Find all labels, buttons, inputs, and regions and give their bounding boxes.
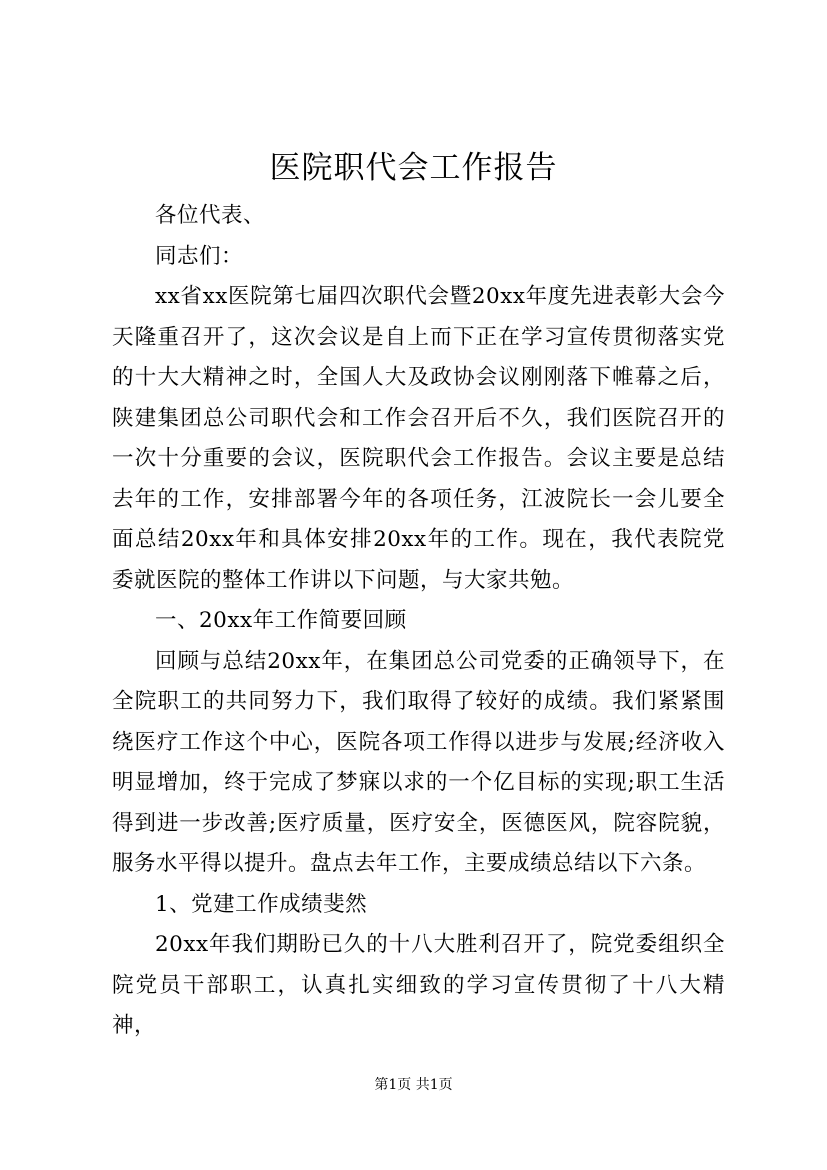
- section-heading-1: 一、20xx年工作简要回顾: [155, 608, 407, 633]
- page-footer: 第1页 共1页: [374, 1077, 453, 1093]
- review-paragraph: 回顾与总结20xx年，在集团总公司党委的正确领导下，在全院职工的共同努力下，我们取得了较好的成绩。我们紧紧围绕医疗工作这个中心，医院各项工作得以进步与发展;经济收入明显增加，终于完成了梦寐以求的一个亿目标的实现;职工生活得到进一步改善;医疗质量，医疗安全，医德医风，院容院貌，服务水平得以提升。盘点去年工作，主要成绩总结以下六条。: [112, 648, 725, 876]
- intro-paragraph: xx省xx医院第七届四次职代会暨20xx年度先进表彰大会今天隆重召开了，这次会议是自上而下正在学习宣传贯彻落实党的十大大精神之时，全国人大及政协会议刚刚落下帷幕之后，陕建集团总公司职代会和工作会召开后不久，我们医院召开的一次十分重要的会议，医院职代会工作报告。会议主要是总结去年的工作，安排部署今年的各项任务，江波院长一会儿要全面总结20xx年和具体安排20xx年的工作。现在，我代表院党委就医院的整体工作讲以下问题，与大家共勉。: [112, 284, 725, 593]
- document-title: 医院职代会工作报告: [269, 150, 558, 186]
- party-work-paragraph: 20xx年我们期盼已久的十八大胜利召开了，院党委组织全院党员干部职工，认真扎实细致的学习宣传贯彻了十八大精神，: [112, 932, 725, 1038]
- salutation-line-2: 同志们：: [155, 243, 244, 269]
- salutation-line-1: 各位代表、: [155, 203, 266, 228]
- subsection-heading-1: 1、党建工作成绩斐然: [155, 891, 368, 917]
- document-body: [112, 196, 725, 1047]
